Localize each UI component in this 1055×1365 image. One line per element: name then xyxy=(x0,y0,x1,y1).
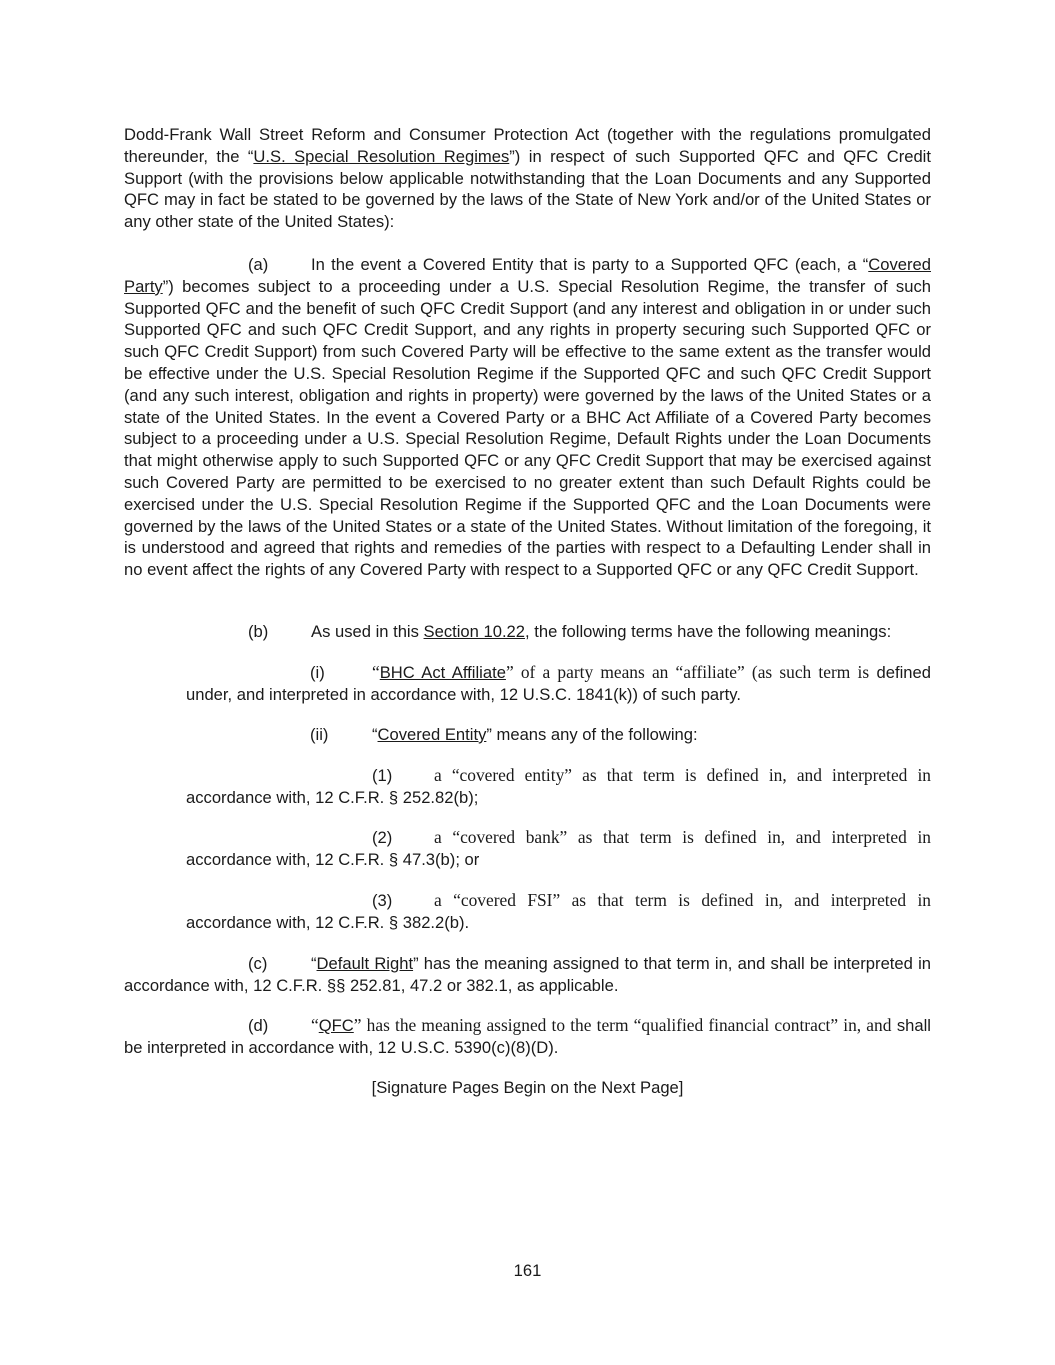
list-item-text: accordance with, 12 C.F.R. § 382.2(b). xyxy=(186,912,470,932)
section-reference: Section 10.22 xyxy=(423,622,526,641)
paragraph-a-pre: In the event a Covered Entity that is party to a Supported QFC (each, a “ xyxy=(311,255,869,274)
paragraph-d-label: (d) xyxy=(248,1016,269,1035)
defined-term-covered-party: Covered Party xyxy=(124,255,931,296)
paragraph-a-post: ”) becomes subject to a proceeding under a U.S. Special Resolution Regime, the transfer of such Supported QFC and the benefit of such QFC Credit Support (and any interest and obligation in or under such Supported QFC and such QFC Credit Support, and any rights in property securing such Supported QFC or such QFC Credit Support) from such Covered Party will be effective to the same extent as the transfer would be effective under the U.S. Special Resolution Regime if the Supported QFC and such QFC Credit Support (and any such interest, obligation and rights in property) were governed by the laws of the United States or a state of the United States. In the event a Covered Party or a BHC Act Affiliate of a Covered Party becomes subject to a proceeding under a U.S. Special Resolution Regime, Default Rights under the Loan Documents that might otherwise apply to such Supported QFC or any QFC Credit Support that may be exercised against such Covered Party are permitted to be exercised to no greater extent than such Default Rights could be exercised under the U.S. Special Resolution Regime if the Supported QFC and the Loan Documents were governed by the laws of the United States or a state of the United States. Without limitation of the foregoing, it is understood and agreed that rights and remedies of the parties with respect to a Defaulting Lender shall in no event affect the rights of any Covered Party with respect to a Supported QFC or any QFC Credit Support. xyxy=(124,276,931,580)
list-item-text: accordance with, 12 C.F.R. § 252.82(b); xyxy=(186,787,479,807)
signature-pages-note: [Signature Pages Begin on the Next Page] xyxy=(371,1078,684,1097)
intro-paragraph xyxy=(124,124,931,233)
paragraph-d-post: shall be interpreted in accordance with, 12 U.S.C. 5390(c)(8)(D). xyxy=(124,1016,931,1057)
paragraph-b-ii-post: ” means any of the following: xyxy=(486,725,698,744)
list-item xyxy=(186,890,931,934)
paragraph-b-i-post: defined under, and interpreted in accordance with, 12 U.S.C. 1841(k)) of such party. xyxy=(186,663,931,704)
intro-pre: Dodd-Frank Wall Street Reform and Consumer Protection Act (together with the regulations promulgated thereunder, the “ xyxy=(124,125,931,166)
paragraph-b-i-label: (i) xyxy=(310,663,325,682)
list-item-label: (2) xyxy=(372,828,393,847)
paragraph-b-i xyxy=(186,662,931,706)
paragraph-b-label: (b) xyxy=(248,622,269,641)
list-item-label: (3) xyxy=(372,891,393,910)
paragraph-c-post: ” has the meaning assigned to that term in, and shall be interpreted in accordance with, 12 C.F.R. §§ 252.81, 47.2 or 382.1, as applicable. xyxy=(124,954,931,995)
list-item-text: accordance with, 12 C.F.R. § 47.3(b); or xyxy=(186,849,480,869)
defined-term-covered-entity: Covered Entity xyxy=(377,725,487,744)
intro-post: ”) in respect of such Supported QFC and QFC Credit Support (with the provisions below applicable notwithstanding that the Loan Documents and any Supported QFC may in fact be stated to be governed by the laws of the State of New York and/or of the United States or any other state of the United States): xyxy=(124,146,931,232)
paragraph-c-label: (c) xyxy=(248,954,268,973)
list-item-serif-text: a “covered FSI” as that term is defined in, and interpreted in xyxy=(434,890,931,910)
list-item xyxy=(186,765,931,809)
paragraph-d-open-quote: “ xyxy=(311,1015,319,1035)
paragraph-b-i-open-quote: “ xyxy=(372,662,380,682)
paragraph-a xyxy=(124,254,931,581)
paragraph-d-serif-text: ” has the meaning assigned to the term “qualified financial contract” in, and xyxy=(353,1015,892,1035)
list-item-label: (1) xyxy=(372,766,393,785)
defined-term-default-right: Default Right xyxy=(316,954,414,973)
paragraph-a-label: (a) xyxy=(248,255,269,274)
paragraph-b-ii xyxy=(186,724,931,746)
paragraph-b-i-serif-text: ” of a party means an “affiliate” (as such term is xyxy=(505,662,870,682)
list-item-serif-text: a “covered entity” as that term is defined in, and interpreted in xyxy=(434,765,931,785)
paragraph-d xyxy=(124,1015,931,1059)
paragraph-c xyxy=(124,953,931,997)
page-number: 161 xyxy=(513,1261,542,1280)
defined-term-bhc-act-affiliate: BHC Act Affiliate xyxy=(379,663,506,682)
paragraph-b-pre: As used in this xyxy=(311,622,424,641)
list-item xyxy=(186,827,931,871)
list-item-serif-text: a “covered bank” as that term is defined in, and interpreted in xyxy=(434,827,931,847)
paragraph-b-ii-label: (ii) xyxy=(310,725,329,744)
paragraph-b-post: , the following terms have the following meanings: xyxy=(525,622,892,641)
paragraph-c-open-quote: “ xyxy=(311,954,317,973)
paragraph-b xyxy=(124,621,931,643)
defined-term-qfc: QFC xyxy=(318,1016,354,1035)
defined-term-us-special-resolution-regimes: U.S. Special Resolution Regimes xyxy=(253,146,510,166)
paragraph-b-ii-open-quote: “ xyxy=(372,725,378,744)
